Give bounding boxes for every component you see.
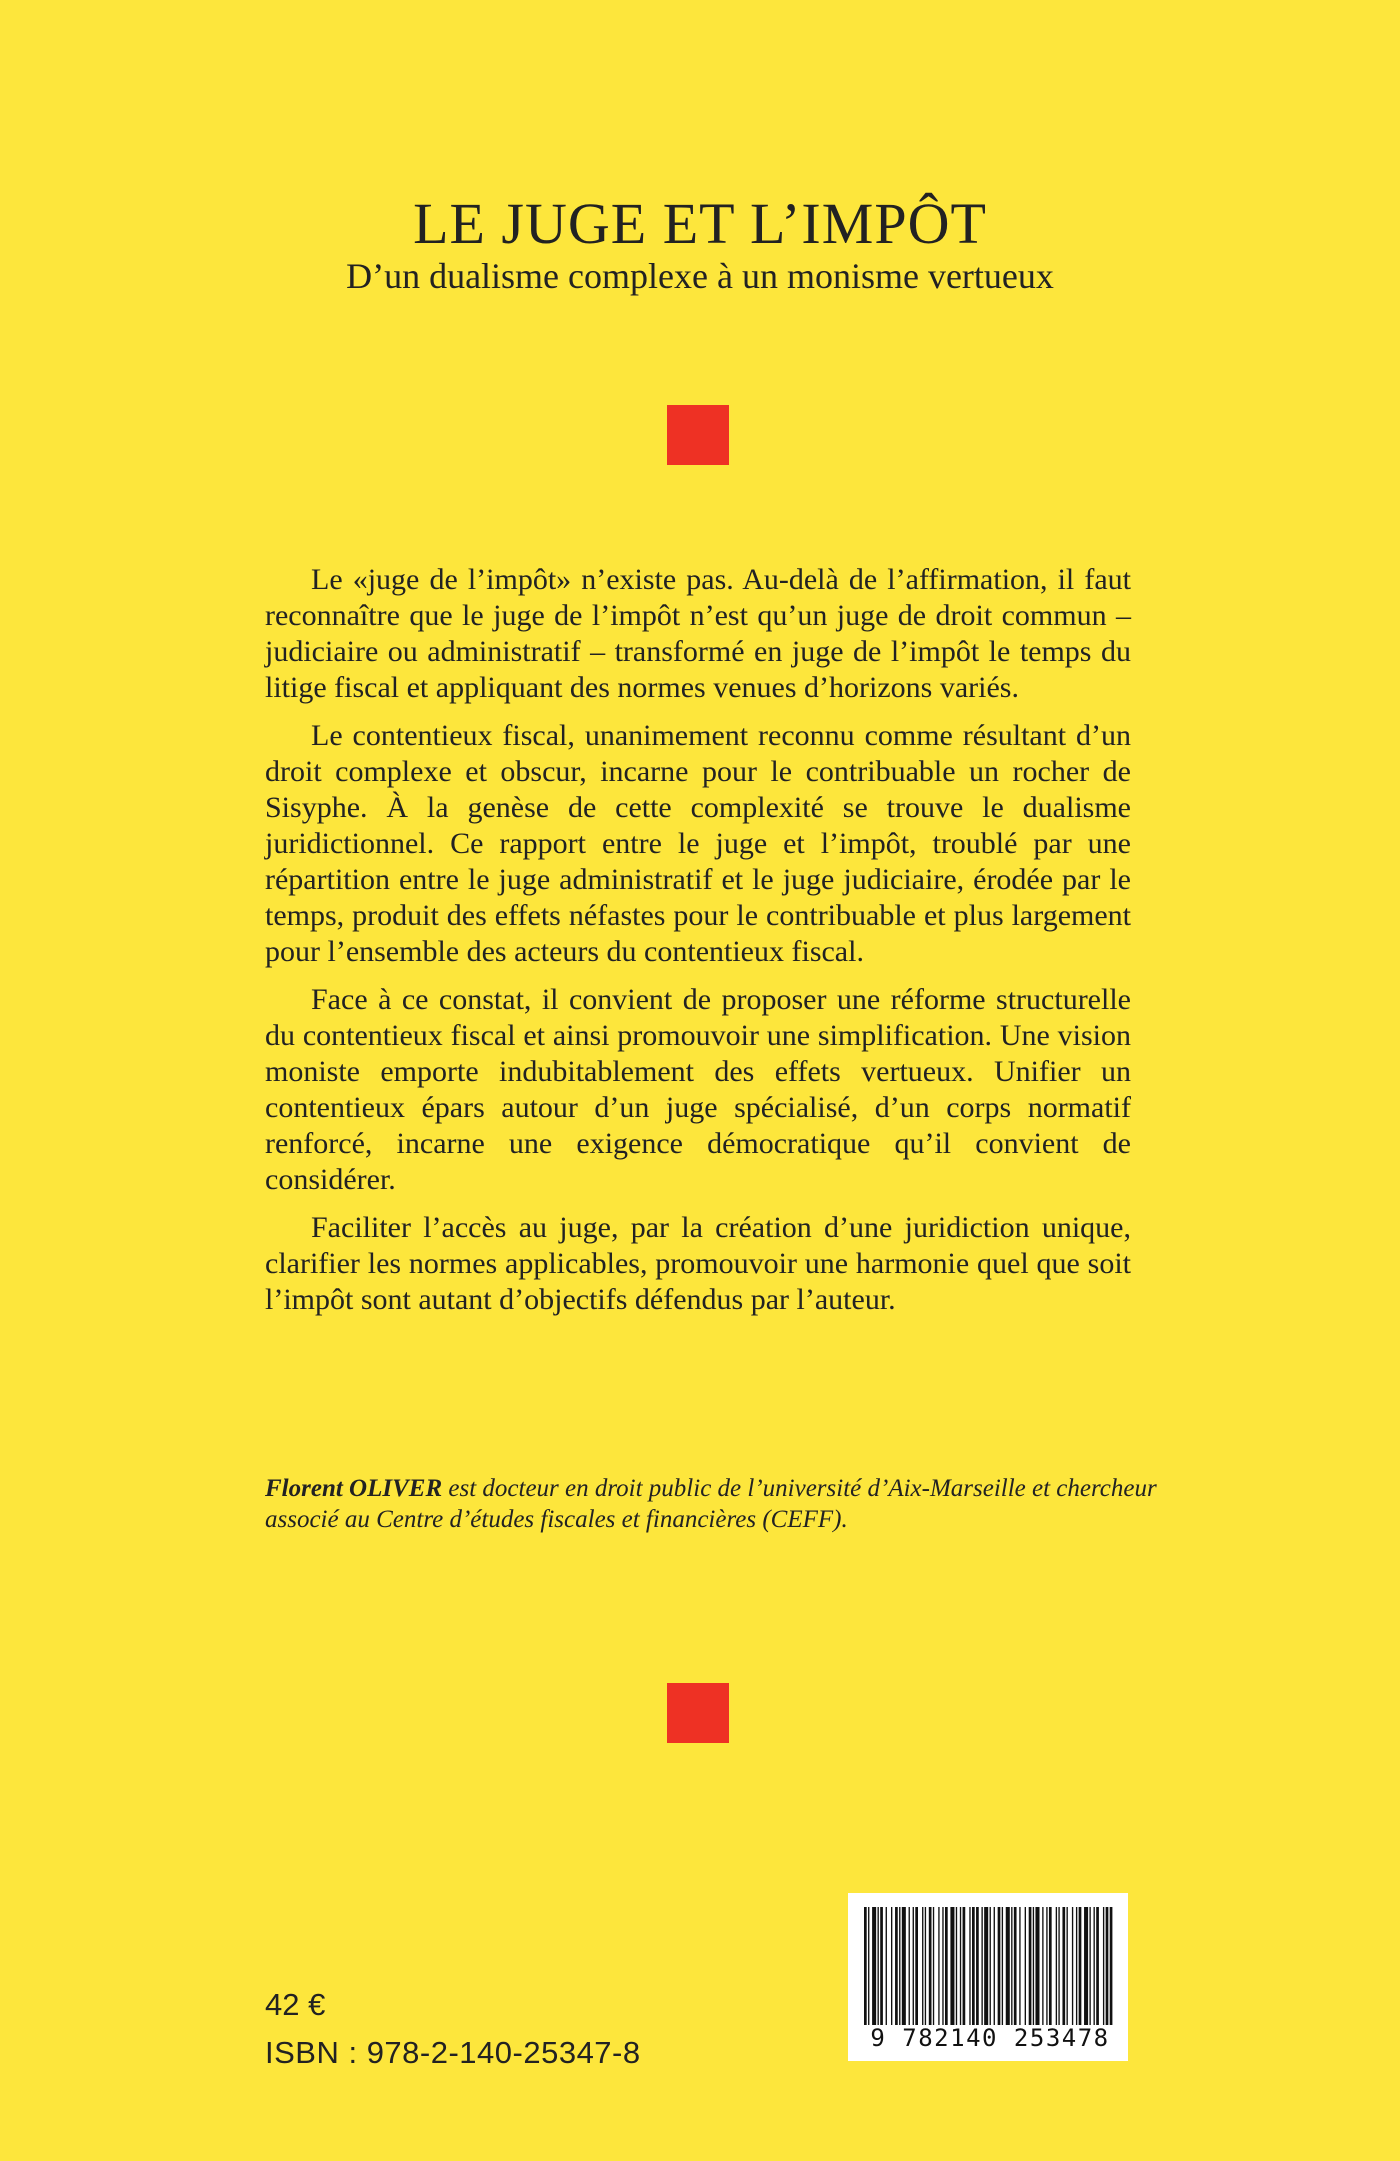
red-square-ornament-bottom (667, 1683, 729, 1743)
barcode-bar (938, 1907, 939, 2025)
barcode-bar (1014, 1907, 1017, 2025)
barcode-bar (864, 1907, 867, 2025)
barcode-bar (1011, 1907, 1012, 2025)
barcode-bar (915, 1907, 918, 2025)
barcode-bar (886, 1907, 887, 2025)
barcode-bar (1089, 1907, 1090, 2025)
barcode-bar (933, 1907, 934, 2025)
barcode-bar (1058, 1907, 1059, 2025)
barcode-bar (1106, 1907, 1109, 2025)
barcode-bars-icon (864, 1907, 1114, 2025)
barcode-bar (1002, 1907, 1003, 2025)
barcode-bar (1042, 1907, 1043, 2025)
book-title: LE JUGE ET L’IMPÔT (413, 191, 987, 256)
barcode-bar (1046, 1907, 1047, 2025)
blurb-paragraph-2: Le contentieux fiscal, unanimement reconnu comme résultant d’un droit complexe et obscur, incarne pour le contribuable un rocher de Sisyphe. À la genèse de cette complexité se trouve le dualisme juridictionnel. Ce rapport entre le juge et l’impôt, troublé par une répartition entre le juge administratif et le juge judiciaire, érodée par le temps, produit des effets néfastes pour le contribuable et plus largement pour l’ensemble des acteurs du contentieux fiscal. (265, 719, 1131, 968)
blurb-paragraph-4: Faciliter l’accès au juge, par la création d’une juridiction unique, clarifier les normes applicables, promouvoir une harmonie quel que soit l’impôt sont autant d’objectifs défendus par l’auteur. (265, 1211, 1131, 1316)
barcode-bar (976, 1907, 979, 2025)
barcode-bar (994, 1907, 995, 2025)
isbn-label: ISBN : 978-2-140-25347-8 (265, 2035, 641, 2070)
barcode-bar (1084, 1907, 1088, 2025)
barcode-bar (1029, 1907, 1032, 2025)
barcode-bar (1025, 1907, 1026, 2025)
price-label: 42 € (265, 1987, 326, 2022)
barcode-bar (1056, 1907, 1057, 2025)
barcode-bar (1094, 1907, 1095, 2025)
barcode-bar (909, 1907, 910, 2025)
barcode-bar (1019, 1907, 1020, 2025)
author-description: est docteur en droit public de l’université d’Aix-Marseille et chercheur associé au Centre d’études fiscales et financières (CEFF). (265, 1475, 1157, 1533)
barcode-bar (950, 1907, 954, 2025)
author-name: Florent OLIVER (265, 1475, 443, 1502)
barcode-bar (1103, 1907, 1104, 2025)
barcode-bar (998, 1907, 1001, 2025)
author-bio (265, 1473, 1165, 1535)
back-cover-blurb (265, 562, 1131, 1330)
barcode-bar (880, 1907, 883, 2025)
barcode-bar (969, 1907, 970, 2025)
barcode-bar (872, 1907, 876, 2025)
barcode-bar (1035, 1907, 1039, 2025)
red-square-ornament-top (667, 405, 729, 465)
barcode-bar (963, 1907, 966, 2025)
barcode-digits: 9 782140 253478 (870, 2024, 1110, 2052)
barcode-bar (1067, 1907, 1068, 2025)
barcode (848, 1893, 1128, 2061)
barcode-bar (984, 1907, 988, 2025)
barcode-bar (1033, 1907, 1034, 2025)
barcode-bar (1096, 1907, 1099, 2025)
barcode-bar (972, 1907, 975, 2025)
book-subtitle: D’un dualisme complexe à un monisme vertueux (346, 256, 1054, 296)
blurb-paragraph-1: Le «juge de l’impôt» n’existe pas. Au-delà de l’affirmation, il faut reconnaître que le juge de l’impôt n’est qu’un juge de droit commun – judiciaire ou administratif – transformé en juge de l’impôt le temps du litige fiscal et appliquant des normes venues d’horizons variés. (265, 563, 1131, 704)
barcode-bar (922, 1907, 923, 2025)
barcode-bar (1110, 1907, 1113, 2025)
barcode-bar (913, 1907, 914, 2025)
barcode-bar (929, 1907, 932, 2025)
barcode-bar (902, 1907, 906, 2025)
barcode-bar (899, 1907, 900, 2025)
barcode-bar (878, 1907, 879, 2025)
barcode-bar (1076, 1907, 1077, 2025)
barcode-bar (945, 1907, 948, 2025)
barcode-bar (868, 1907, 869, 2025)
barcode-bar (895, 1907, 898, 2025)
barcode-bar (942, 1907, 943, 2025)
barcode-bar (1062, 1907, 1065, 2025)
barcode-bar (1072, 1907, 1073, 2025)
barcode-bar (1049, 1907, 1052, 2025)
barcode-bar (956, 1907, 957, 2025)
barcode-bar (960, 1907, 961, 2025)
barcode-bar (1006, 1907, 1010, 2025)
barcode-bar (990, 1907, 991, 2025)
barcode-bar (925, 1907, 926, 2025)
barcode-bar (981, 1907, 982, 2025)
barcode-bar (1079, 1907, 1082, 2025)
barcode-bar (891, 1907, 892, 2025)
blurb-paragraph-3: Face à ce constat, il convient de proposer une réforme structurelle du contentieux fiscal et ainsi promouvoir une simplification. Une vision moniste emporte indubitablement des effets vertueux. Unifier un contentieux épars autour d’un juge spécialisé, d’un corps normatif renforcé, incarne une exigence démocratique qu’il convient de considérer. (265, 983, 1131, 1196)
